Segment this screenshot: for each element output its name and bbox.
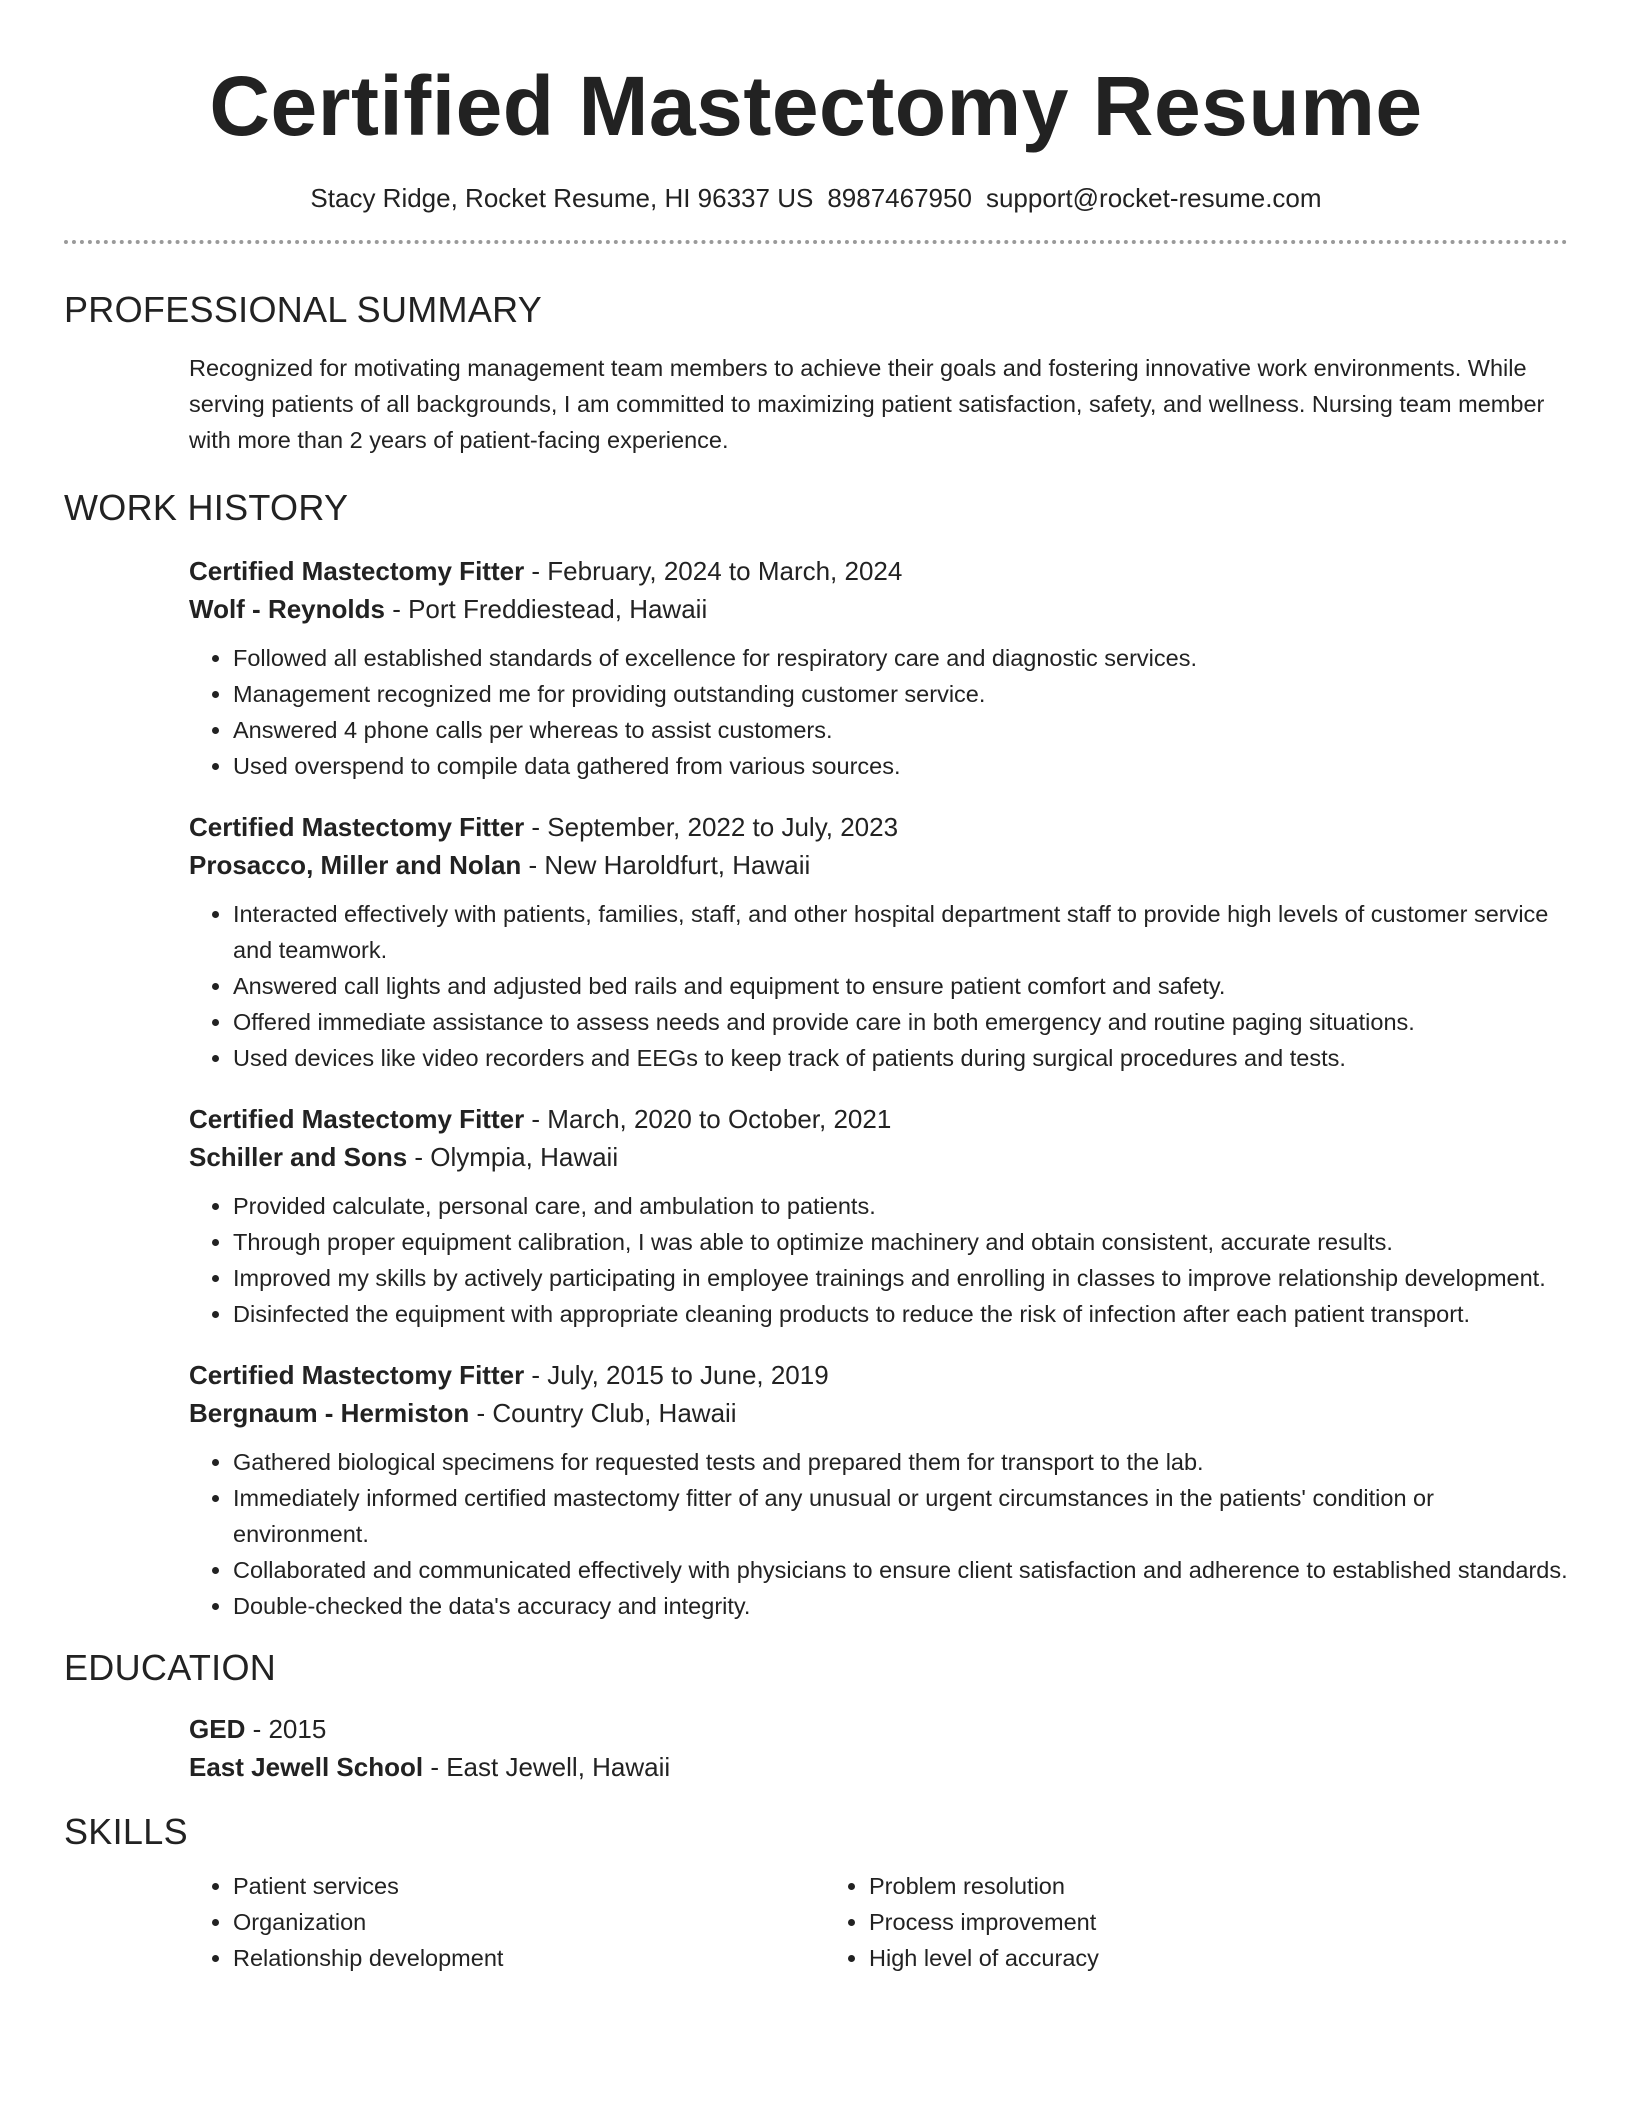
- job-role-line: [189, 808, 1568, 846]
- skills-section: [64, 1810, 1568, 1976]
- job-bullet: • Answered call lights and adjusted bed rails and equipment to ensure patient comfort and safety.: [233, 968, 1568, 1004]
- job-bullet: • Interacted effectively with patients, families, staff, and other hospital department staff to provide high levels of customer service and teamwork.: [233, 896, 1568, 968]
- job-bullet: • Answered 4 phone calls per whereas to assist customers.: [233, 712, 1568, 748]
- job-company: Bergnaum - Hermiston: [189, 1398, 470, 1428]
- job-company: Prosacco, Miller and Nolan: [189, 850, 522, 880]
- education-degree-line: [189, 1710, 1568, 1748]
- section-title-work-history: WORK HISTORY: [64, 487, 349, 528]
- job-dates: - July, 2015 to June, 2019: [524, 1360, 829, 1390]
- job-entry: [189, 808, 1568, 1076]
- job-company-line: [189, 590, 1568, 628]
- job-list: [189, 552, 1568, 1624]
- job-bullet: • Provided calculate, personal care, and ambulation to patients.: [233, 1188, 1568, 1224]
- skill-item: • Process improvement: [869, 1904, 1461, 1940]
- job-entry: [189, 1356, 1568, 1624]
- job-location: - Port Freddiestead, Hawaii: [384, 594, 708, 624]
- education-location: - East Jewell, Hawaii: [423, 1752, 671, 1782]
- job-bullets: [189, 1444, 1568, 1624]
- summary-text: Recognized for motivating management team members to achieve their goals and fostering innovative work environments. While serving patients of all backgrounds, I am committed to maximizing patient satisfaction, safety, and wellness. Nursing team member with more than 2 years of patient-facing experience.: [189, 355, 1545, 453]
- contact-phone: 8987467950: [827, 183, 972, 213]
- job-bullet: • Management recognized me for providing outstanding customer service.: [233, 676, 1568, 712]
- skill-item: • Organization: [233, 1904, 825, 1940]
- job-bullet: • Improved my skills by actively participating in employee trainings and enrolling in classes to improve relationship development.: [233, 1260, 1568, 1296]
- section-title-education: EDUCATION: [64, 1647, 277, 1688]
- job-entry: [189, 552, 1568, 784]
- job-company: Schiller and Sons: [189, 1142, 408, 1172]
- job-role: Certified Mastectomy Fitter: [189, 1360, 525, 1390]
- work-history-section: [64, 486, 1568, 1624]
- job-bullets: [189, 896, 1568, 1076]
- job-dates: - March, 2020 to October, 2021: [524, 1104, 892, 1134]
- job-company: Wolf - Reynolds: [189, 594, 385, 624]
- job-role-line: [189, 552, 1568, 590]
- skill-item: • Problem resolution: [869, 1868, 1461, 1904]
- job-location: - Olympia, Hawaii: [407, 1142, 619, 1172]
- header-divider: [64, 240, 1568, 244]
- section-title-skills: SKILLS: [64, 1811, 188, 1852]
- education-section: [64, 1646, 1568, 1786]
- education-year: - 2015: [245, 1714, 327, 1744]
- skills-list-left: [189, 1868, 825, 1976]
- job-bullet: • Gathered biological specimens for requested tests and prepared them for transport to the lab.: [233, 1444, 1568, 1480]
- job-role-line: [189, 1356, 1568, 1394]
- job-company-line: [189, 846, 1568, 884]
- professional-summary-section: [64, 288, 1568, 458]
- job-bullets: [189, 640, 1568, 784]
- job-company-line: [189, 1138, 1568, 1176]
- job-company-line: [189, 1394, 1568, 1432]
- job-role: Certified Mastectomy Fitter: [189, 812, 525, 842]
- contact-email: support@rocket-resume.com: [985, 183, 1322, 213]
- job-bullet: • Double-checked the data's accuracy and integrity.: [233, 1588, 1568, 1624]
- job-bullet: • Immediately informed certified mastectomy fitter of any unusual or urgent circumstances in the patients' condition or environment.: [233, 1480, 1568, 1552]
- job-entry: [189, 1100, 1568, 1332]
- job-bullet: • Offered immediate assistance to assess needs and provide care in both emergency and routine paging situations.: [233, 1004, 1568, 1040]
- resume-title: Certified Mastectomy Resume: [209, 59, 1423, 153]
- job-bullet: • Disinfected the equipment with appropriate cleaning products to reduce the risk of infection after each patient transport.: [233, 1296, 1568, 1332]
- job-bullets: [189, 1188, 1568, 1332]
- job-role: Certified Mastectomy Fitter: [189, 556, 525, 586]
- skill-item: • Relationship development: [233, 1940, 825, 1976]
- contact-line: [64, 182, 1568, 214]
- section-title-summary: PROFESSIONAL SUMMARY: [64, 289, 543, 330]
- skills-columns: [189, 1868, 1568, 1976]
- job-bullet: • Collaborated and communicated effectively with physicians to ensure client satisfaction and adherence to established standards.: [233, 1552, 1568, 1588]
- job-location: - New Haroldfurt, Hawaii: [521, 850, 811, 880]
- education-school: East Jewell School: [189, 1752, 424, 1782]
- education-entry: [189, 1710, 1568, 1786]
- job-dates: - September, 2022 to July, 2023: [524, 812, 899, 842]
- job-bullet: • Used overspend to compile data gathered from various sources.: [233, 748, 1568, 784]
- job-role: Certified Mastectomy Fitter: [189, 1104, 525, 1134]
- education-degree: GED: [189, 1714, 246, 1744]
- contact-address: Stacy Ridge, Rocket Resume, HI 96337 US: [310, 183, 814, 213]
- resume-header: [64, 56, 1568, 244]
- skills-list-right: [825, 1868, 1461, 1976]
- skill-item: • High level of accuracy: [869, 1940, 1461, 1976]
- education-school-line: [189, 1748, 1568, 1786]
- job-bullet: • Used devices like video recorders and EEGs to keep track of patients during surgical procedures and tests.: [233, 1040, 1568, 1076]
- job-role-line: [189, 1100, 1568, 1138]
- job-bullet: • Through proper equipment calibration, I was able to optimize machinery and obtain consistent, accurate results.: [233, 1224, 1568, 1260]
- skill-item: • Patient services: [233, 1868, 825, 1904]
- job-bullet: • Followed all established standards of excellence for respiratory care and diagnostic services.: [233, 640, 1568, 676]
- job-dates: - February, 2024 to March, 2024: [524, 556, 903, 586]
- job-location: - Country Club, Hawaii: [469, 1398, 737, 1428]
